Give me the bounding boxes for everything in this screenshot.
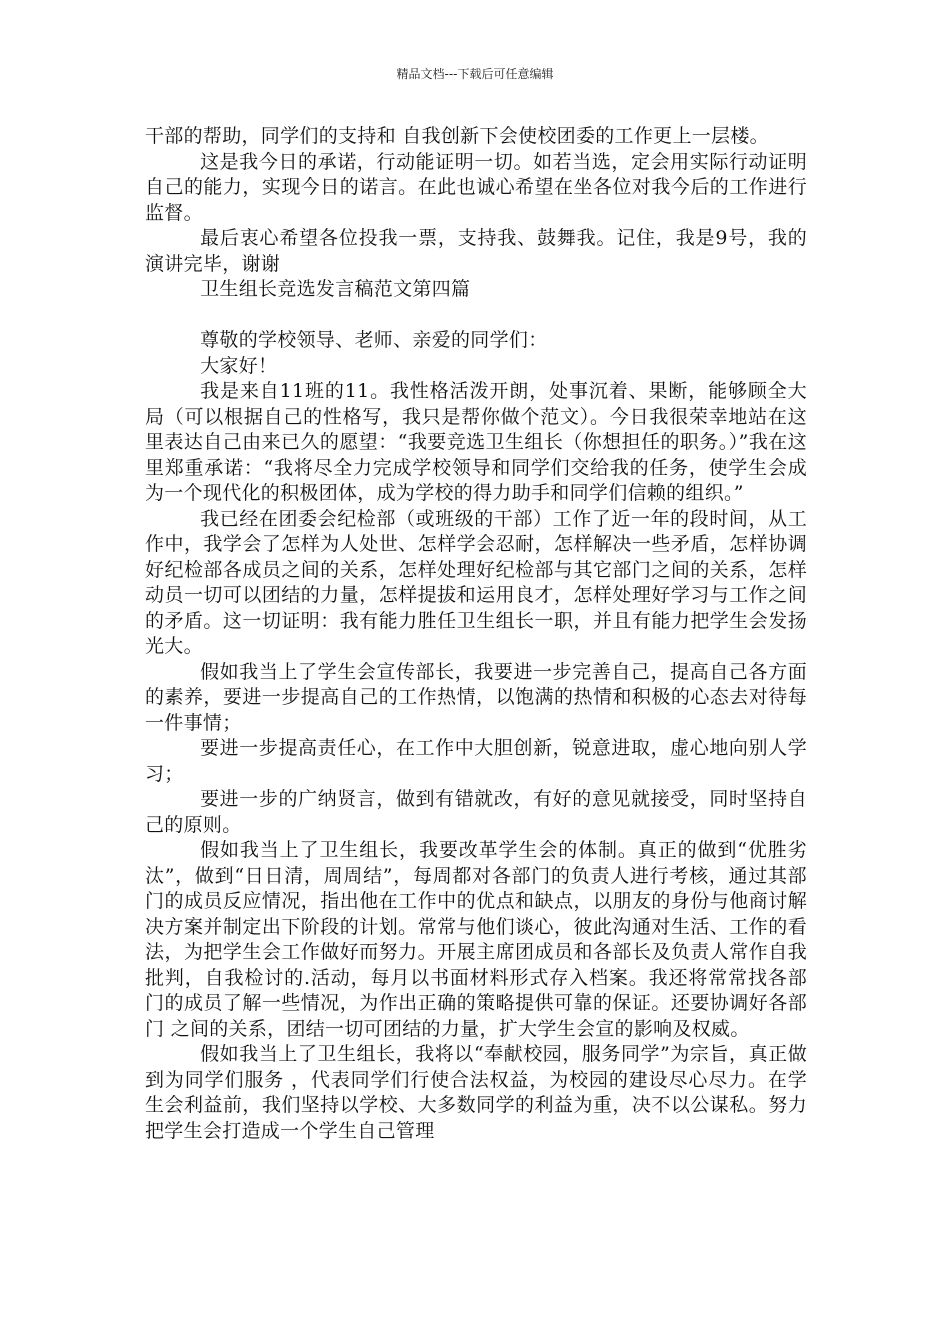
paragraph-plan-service: 假如我当上了卫生组长，我将以“奉献校园，服务同学”为宗旨，真正做到为同学们服务 ，代表同学们行使合法权益，为校园的建设尽心尽力。在学生会利益前，我们坚持以学校、大多数同学的利益为重，决不以公谋私。努力把学生会打造成一个学生自己管理 bbox=[145, 1043, 807, 1142]
paragraph-closing: 最后衷心希望各位投我一票，支持我、鼓舞我。记住，我是9号，我的演讲完毕，谢谢 bbox=[145, 227, 807, 275]
greeting: 大家好！ bbox=[200, 354, 278, 377]
blank-line bbox=[145, 303, 807, 329]
section-title: 卫生组长竞选发言稿范文第四篇 bbox=[200, 278, 471, 300]
paragraph-plan-self: 假如我当上了学生会宣传部长，我要进一步完善自己，提高自己各方面的素养，要进一步提高自己的工作热情，以饱满的热情和积极的心态去对待每一件事情； bbox=[145, 660, 807, 734]
paragraph-plan-responsibility: 要进一步提高责任心，在工作中大胆创新，锐意进取，虚心地向别人学习； bbox=[145, 737, 807, 785]
salutation: 尊敬的学校领导、老师、亲爱的同学们： bbox=[200, 329, 548, 351]
paragraph-experience: 我已经在团委会纪检部（或班级的干部）工作了近一年的段时间，从工作中，我学会了怎样为人处世、怎样学会忍耐，怎样解决一些矛盾，怎样协调好纪检部各成员之间的关系，怎样处理好纪检部与其它部门之间的关系，怎样动员一切可以团结的力量，怎样提拔和运用良才，怎样处理好学习与工作之间的矛盾。这一切证明：我有能力胜任卫生组长一职，并且有能力把学生会发扬光大。 bbox=[145, 507, 807, 657]
paragraph-promise: 这是我今日的承诺，行动能证明一切。如若当选，定会用实际行动证明自己的能力，实现今日的诺言。在此也诚心希望在坐各位对我今后的工作进行监督。 bbox=[145, 150, 807, 224]
paragraph-continuation: 干部的帮助，同学们的支持和 自我创新下会使校团委的工作更上一层楼。 bbox=[145, 125, 769, 147]
document-body bbox=[145, 124, 807, 1144]
page-header: 精品文档---下载后可任意编辑 bbox=[396, 67, 554, 81]
paragraph-plan-advice: 要进一步的广纳贤言，做到有错就改，有好的意见就接受，同时坚持自己的原则。 bbox=[145, 788, 807, 836]
paragraph-plan-reform: 假如我当上了卫生组长，我要改革学生会的体制。真正的做到“优胜劣汰”，做到“日日清，周周结”，每周都对各部门的负责人进行考核，通过其部门的成员反应情况，指出他在工作中的优点和缺点，以朋友的身份与他商讨解决方案并制定出下阶段的计划。常常与他们谈心，彼此沟通对生活、工作的看法，为把学生会工作做好而努力。开展主席团成员和各部长及负责人常作自我批判，自我检讨的.活动，每月以书面材料形式存入档案。我还将常常找各部门的成员了解一些情况，为作出正确的策略提供可靠的保证。还要协调好各部门 之间的关系，团结一切可团结的力量，扩大学生会宣的影响及权威。 bbox=[145, 839, 807, 1040]
paragraph-introduction: 我是来自11班的11。我性格活泼开朗，处事沉着、果断，能够顾全大局（可以根据自己的性格写，我只是帮你做个范文）。今日我很荣幸地站在这里表达自己由来已久的愿望：“我要竞选卫生组长（你想担任的职务。）”我在这里郑重承诺：“我将尽全力完成学校领导和同学们交给我的任务，使学生会成为一个现代化的积极团体，成为学校的得力助手和同学们信赖的组织。” bbox=[145, 380, 807, 504]
